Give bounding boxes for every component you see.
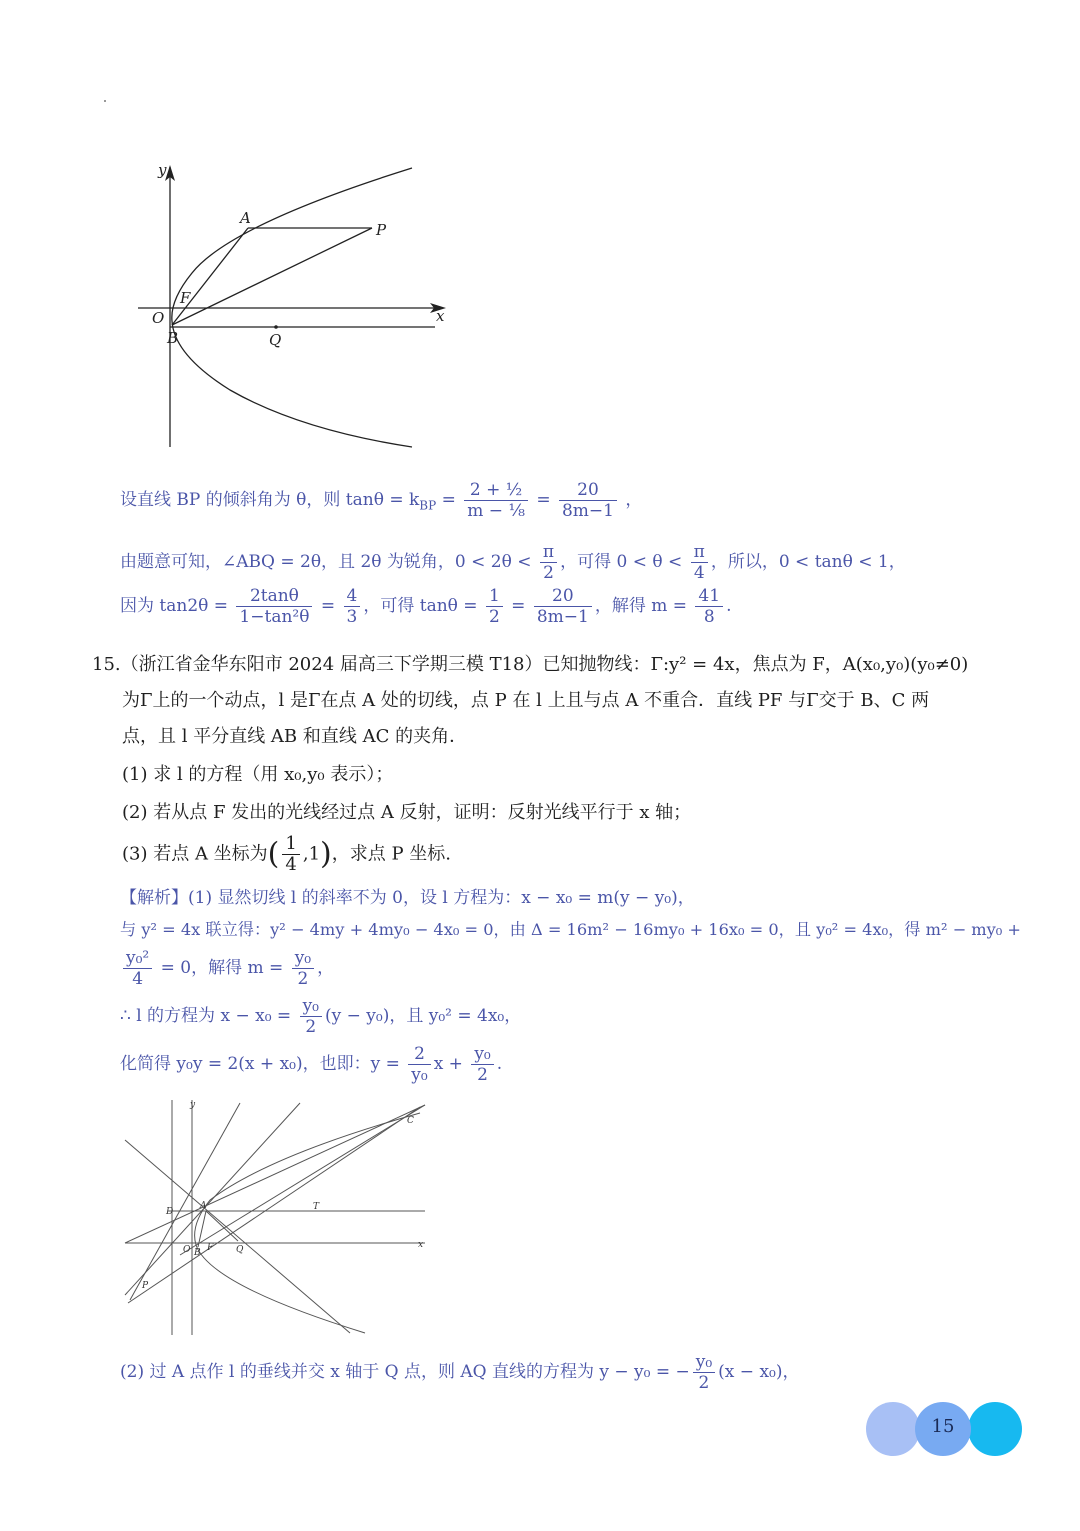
solution14-line1: 设直线 BP 的倾斜角为 θ，则 $\tan\theta = k_{BP}$ = $\frac{\text{2 + ½}}{\text{m − ⅛}}$ = $\frac{20}{8m-1}$ ，: [120, 480, 643, 521]
label-p: P: [142, 1281, 149, 1291]
fraction: $\frac{2\tan\theta}{\text{1−tan²θ}}$: [236, 586, 312, 627]
badge-circle-right: [968, 1402, 1022, 1456]
question15-line3: 点，且 l 平分直线 AB 和直线 AC 的夹角．: [122, 726, 468, 747]
question15-line1: 15.（浙江省金华东阳市 2024 届高三下学期三模 T18）已知抛物线：Γ:y² = 4x，焦点为 F，A(x₀,y₀)(y₀≠0): [92, 654, 969, 675]
solution15-line3: $\frac{\text{y₀²}}{4}$ = 0，解得 m = $\frac{\text{y₀}}{2}$ ，: [120, 948, 334, 989]
fraction: $\frac{20}{8m-1}$: [534, 586, 592, 627]
label-o: O: [183, 1245, 191, 1255]
point-p-label: P: [376, 221, 387, 239]
solution15-part2: (2) 过 A 点作 l 的垂线并交 x 轴于 Q 点，则 AQ 直线的方程为 y − y₀ = − $\frac{\text{y₀}}{2}$ (x − x₀)，: [120, 1352, 800, 1393]
solution15-line5: 化简得 y₀y = 2(x + x₀)，也即：y = $\frac{2}{\text{y₀}}$ x + $\frac{\text{y₀}}{2}$ .: [120, 1044, 503, 1085]
fraction: $\frac{\text{y₀}}{2}$: [300, 996, 322, 1037]
label-f: F: [207, 1243, 214, 1253]
fraction: $\frac{41}{8}$: [695, 586, 723, 627]
label-c: C: [407, 1116, 414, 1126]
segment-ba: [172, 228, 248, 325]
segment-bp: [172, 228, 372, 325]
solution15-line1: 【解析】(1) 显然切线 l 的斜率不为 0，设 l 方程为：x − x₀ = m(y − y₀)，: [120, 888, 695, 908]
label-q: Q: [236, 1245, 244, 1255]
page-speck: [104, 100, 106, 102]
fraction: $\frac{20}{8m-1}$: [559, 480, 617, 521]
line-through-a-3: [125, 1140, 350, 1333]
solution-15: [120, 882, 1020, 1092]
fraction: $\frac{\text{y₀}}{2}$: [471, 1044, 493, 1085]
line-ac: [125, 1105, 425, 1243]
fraction: $\frac{\pi}{4}$: [691, 542, 708, 583]
line-through-a-2: [130, 1103, 240, 1300]
label-y: y: [190, 1100, 196, 1110]
point-b-label: B: [167, 329, 179, 347]
point-q-dot: [274, 325, 278, 329]
question-15: [92, 648, 1012, 878]
parabola-curve: [195, 1113, 420, 1333]
parabola-figure-1: [130, 155, 460, 455]
page-number: 15: [931, 1416, 955, 1437]
solution15-line2: 与 y² = 4x 联立得：y² − 4my + 4my₀ − 4x₀ = 0，由 Δ = 16m² − 16my₀ + 16x₀ = 0，且 y₀² = 4x₀，得 m² − my₀ +: [120, 920, 1021, 939]
label-t: T: [313, 1202, 320, 1212]
solution-14: [120, 470, 1000, 640]
y-axis-label: y: [158, 161, 167, 179]
fraction: $\frac{1}{2}$: [486, 586, 503, 627]
x-axis-label: x: [436, 307, 445, 325]
solution14-line2: 由题意可知，∠ABQ = 2θ，且 2θ 为锐角，0 < 2θ < $\frac{\pi}{2}$ ，可得 0 < θ < $\frac{\pi}{4}$ ，所以，0 < tanθ < 1，: [120, 542, 906, 583]
fraction: $\frac{\text{y₀}}{2}$: [292, 948, 314, 989]
question15-part1: (1) 求 l 的方程（用 x₀,y₀ 表示）；: [122, 764, 394, 785]
question15-line2: 为Γ上的一个动点，l 是Γ在点 A 处的切线，点 P 在 l 上且与点 A 不重合．直线 PF 与Γ交于 B、C 两: [122, 690, 930, 711]
analysis-tag: 【解析】: [120, 888, 188, 908]
point-f-label: F: [180, 289, 191, 307]
point-q-label: Q: [269, 331, 282, 349]
fraction: $\frac{\text{2 + ½}}{\text{m − ⅛}}$: [464, 480, 528, 521]
page-number-badge: [866, 1402, 1026, 1456]
fraction: $\frac{1}{4}$: [282, 834, 299, 875]
solution14-line3: 因为 tan2θ = $\frac{2\tan\theta}{\text{1−tan²θ}}$ = $\frac{4}{3}$ ，可得 tanθ = $\frac{1}{2}$ = $\frac{20}{8m-1}$ ，解得 m = $\frac{41}{8}$ .: [120, 586, 732, 627]
question15-part3: (3) 若点 A 坐标为( $\frac{1}{4}$ ,1)，求点 P 坐标.: [122, 833, 452, 875]
fraction: $\frac{\text{y₀}}{2}$: [693, 1352, 715, 1393]
question15-part2: (2) 若从点 F 发出的光线经过点 A 反射，证明：反射光线平行于 x 轴；: [122, 802, 692, 823]
point-a-label: A: [240, 209, 251, 227]
badge-circle-left: [866, 1402, 920, 1456]
fraction: $\frac{\text{y₀²}}{4}$: [123, 948, 152, 989]
label-a: A: [200, 1201, 207, 1211]
parabola-figure-2: [120, 1095, 440, 1340]
fraction: $\frac{2}{\text{y₀}}$: [408, 1044, 430, 1085]
solution15-line4: ∴ l 的方程为 x − x₀ = $\frac{\text{y₀}}{2}$ (y − y₀)，且 y₀² = 4x₀，: [120, 996, 522, 1037]
label-d: D: [166, 1207, 174, 1217]
label-x: x: [418, 1240, 424, 1250]
fraction: $\frac{4}{3}$: [344, 586, 361, 627]
line-bc: [180, 1105, 425, 1255]
fraction: $\frac{\pi}{2}$: [540, 542, 557, 583]
origin-label: O: [152, 309, 165, 327]
label-b: B: [194, 1248, 201, 1258]
